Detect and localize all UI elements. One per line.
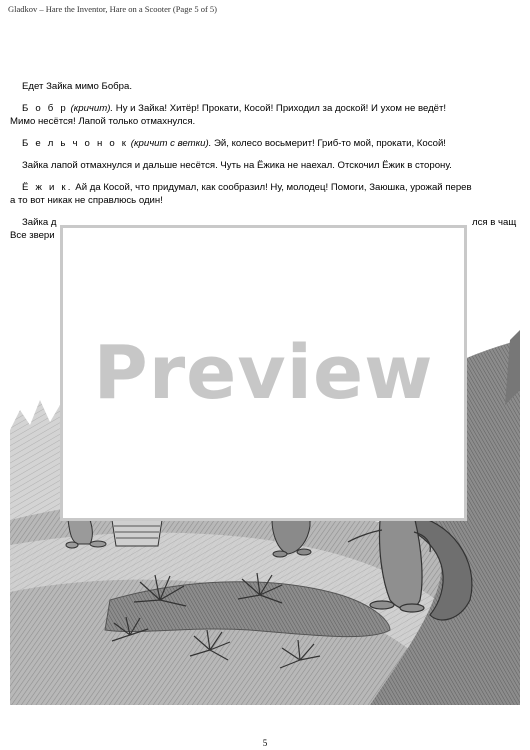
text-line: Все звери (10, 230, 55, 241)
animal-middle (272, 520, 311, 557)
text-line: Мимо несётся! Лапой только отмахнулся. (10, 116, 196, 127)
page-number: 5 (262, 738, 268, 748)
preview-overlay (60, 225, 467, 521)
speaker-name: Б е л ь ч о н о к (22, 138, 129, 149)
paragraph (10, 181, 530, 207)
text-line: Едет Зайка мимо Бобра. (22, 81, 132, 92)
stage-direction: (кричит с ветки). (130, 138, 212, 149)
paragraph (10, 159, 530, 172)
text-line (10, 182, 472, 193)
preview-watermark: Preview (93, 330, 434, 416)
paragraph (10, 102, 530, 128)
document-header: Gladkov – Hare the Inventor, Hare on a Scooter (Page 5 of 5) (8, 4, 218, 14)
text-line: а то вот никак не справлюсь один! (10, 195, 163, 206)
dialogue: Ай да Косой, что придумал, как сообразил! Ну, молодец! Помоги, Заюшка, урожай перев (72, 182, 472, 193)
paragraph (10, 137, 530, 150)
dialogue: Ну и Зайка! Хитёр! Прокати, Косой! Приходил за доской! И ухом не ведёт! (113, 103, 447, 114)
text-line: Зайка лапой отмахнулся и дальше несётся. Чуть на Ёжика не наехал. Отскочил Ёжик в сторону. (22, 160, 452, 171)
paragraph (10, 80, 530, 93)
text-line-fragment: лся в чащ (472, 217, 517, 228)
stage-direction: (кричит). (70, 103, 114, 114)
text-line (10, 103, 446, 114)
text-line: Зайка д (22, 217, 57, 228)
speaker-name: Б о б р (22, 103, 68, 114)
dialogue: Эй, колесо восьмерит! Гриб-то мой, прокати, Косой! (211, 138, 446, 149)
speaker-name: Ё ж и к. (22, 182, 73, 193)
text-line (10, 138, 446, 149)
basket (112, 520, 162, 546)
